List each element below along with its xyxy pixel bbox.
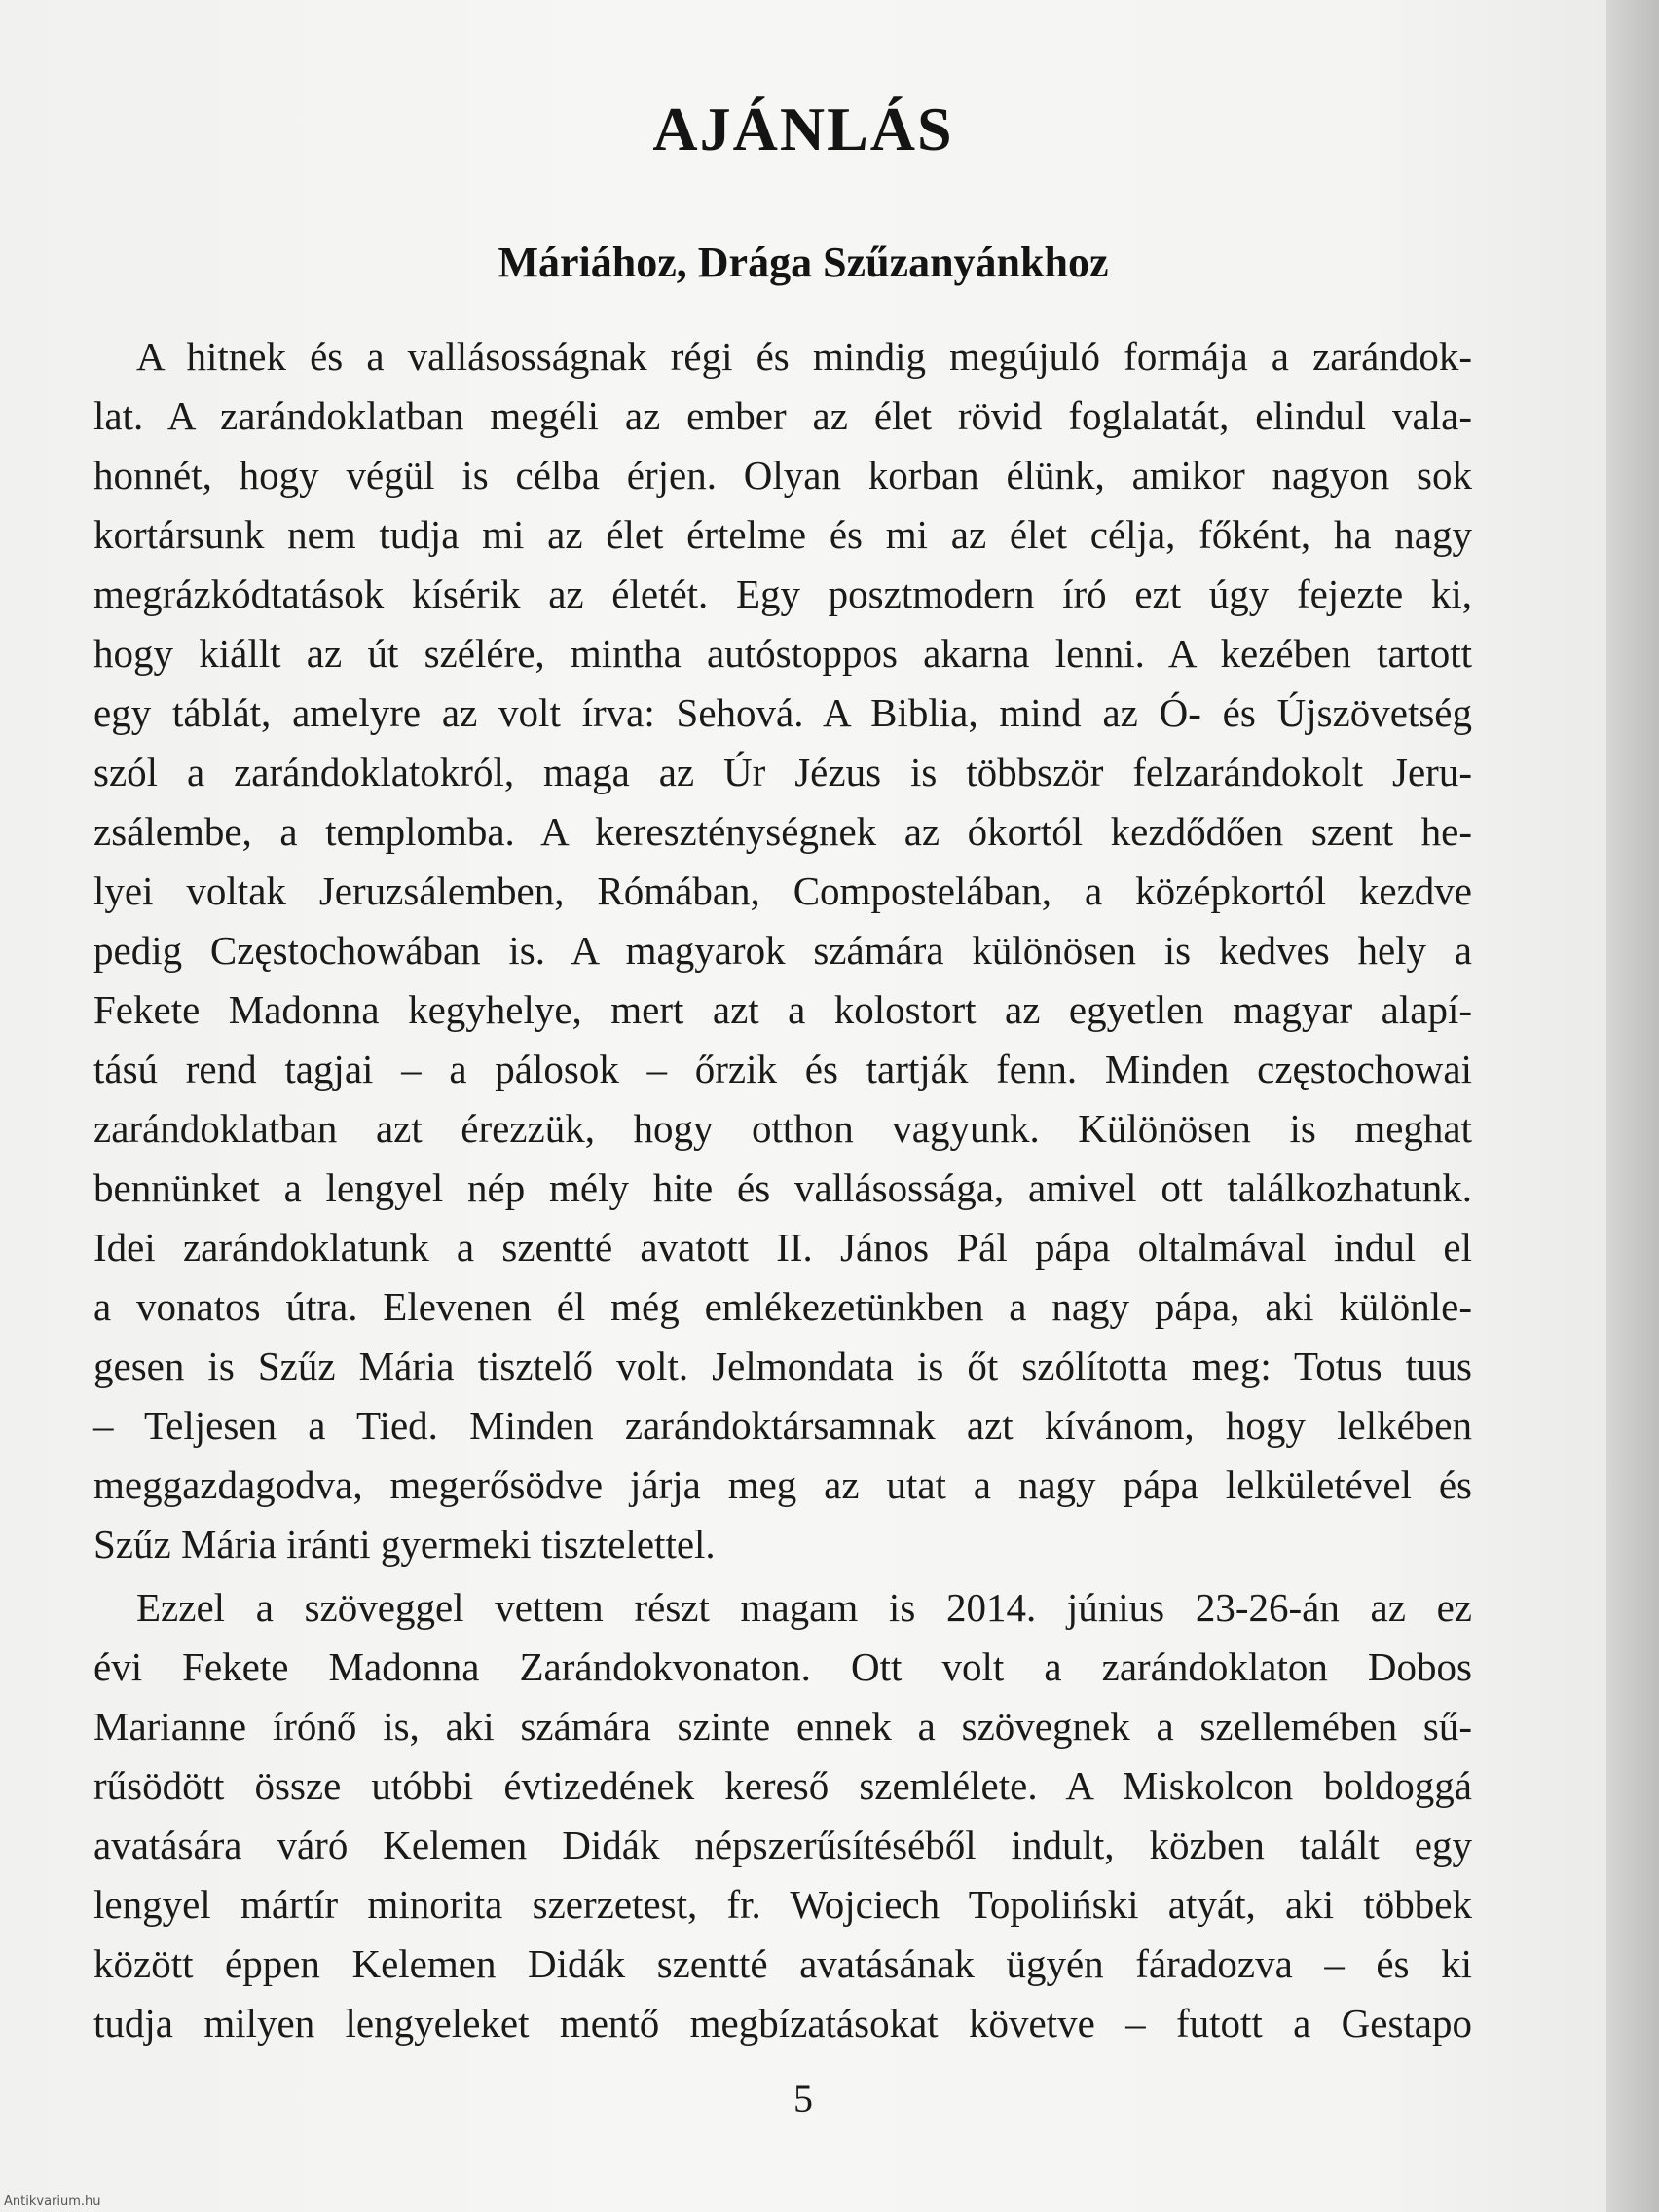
text-line: tudja milyen lengyeleket mentő megbízatásokat követve – futott a Gestapo bbox=[93, 2001, 1472, 2046]
text-line: között éppen Kelemen Didák szentté avatásának ügyén fáradozva – és ki bbox=[93, 1941, 1472, 1986]
text-line: – Teljesen a Tied. Minden zarándoktársamnak azt kívánom, hogy lelkében bbox=[93, 1403, 1472, 1448]
text-line: lat. A zarándoklatban megéli az ember az élet rövid foglalatát, elindul vala- bbox=[93, 393, 1472, 438]
text-line: bennünket a lengyel nép mély hite és vallásossága, amivel ott találkozhatunk. bbox=[93, 1165, 1472, 1210]
page-title: AJÁNLÁS bbox=[652, 94, 954, 164]
paragraph-2 bbox=[93, 1578, 1472, 2053]
text-line: avatására váró Kelemen Didák népszerűsítéséből indult, közben talált egy bbox=[93, 1823, 1472, 1867]
text-line: Ezzel a szöveggel vettem részt magam is 2014. június 23-26-án az ez bbox=[136, 1585, 1472, 1630]
text-line: gesen is Szűz Mária tisztelő volt. Jelmondata is őt szólította meg: Totus tuus bbox=[93, 1344, 1472, 1388]
text-line: lyei voltak Jeruzsálemben, Rómában, Compostelában, a középkortól kezdve bbox=[93, 868, 1472, 913]
text-line: megrázkódtatások kísérik az életét. Egy posztmodern író ezt úgy fejezte ki, bbox=[93, 571, 1472, 616]
text-line: Idei zarándoklatunk a szentté avatott II. János Pál pápa oltalmával indul el bbox=[93, 1225, 1472, 1270]
text-line: meggazdagodva, megerősödve járja meg az utat a nagy pápa lelkületével és bbox=[93, 1462, 1472, 1507]
text-line: a vonatos útra. Elevenen él még emlékezetünkben a nagy pápa, aki különle- bbox=[93, 1284, 1472, 1329]
text-line: zarándoklatban azt érezzük, hogy otthon vagyunk. Különösen is meghat bbox=[93, 1106, 1472, 1151]
text-line: tású rend tagjai – a pálosok – őrzik és tartják fenn. Minden częstochowai bbox=[93, 1047, 1472, 1091]
text-line: Marianne írónő is, aki számára szinte ennek a szövegnek a szellemében sű- bbox=[93, 1704, 1472, 1749]
text-line: kortársunk nem tudja mi az élet értelme és mi az élet célja, főként, ha nagy bbox=[93, 512, 1472, 557]
page-edge-shadow bbox=[1606, 0, 1659, 2212]
body-text bbox=[93, 327, 1472, 2053]
watermark: Antikvarium.hu bbox=[4, 2194, 101, 2209]
text-line: szól a zarándoklatokról, maga az Úr Jézus is többször felzarándokolt Jeru- bbox=[93, 750, 1472, 794]
text-line: A hitnek és a vallásosságnak régi és mindig megújuló formája a zarándok- bbox=[136, 334, 1472, 379]
page-number: 5 bbox=[793, 2077, 813, 2120]
text-line: lengyel mártír minorita szerzetest, fr. Wojciech Topoliński atyát, aki többek bbox=[93, 1882, 1472, 1927]
text-line: Szűz Mária iránti gyermeki tisztelettel. bbox=[93, 1522, 716, 1567]
text-line: honnét, hogy végül is célba érjen. Olyan korban élünk, amikor nagyon sok bbox=[93, 453, 1472, 498]
page-subtitle: Máriához, Drága Szűzanyánkhoz bbox=[498, 239, 1109, 286]
text-line: Fekete Madonna kegyhelye, mert azt a kolostort az egyetlen magyar alapí- bbox=[93, 987, 1472, 1032]
paragraph-1 bbox=[93, 327, 1472, 1574]
text-line: egy táblát, amelyre az volt írva: Sehová. A Biblia, mind az Ó- és Újszövetség bbox=[93, 690, 1472, 735]
text-line: pedig Częstochowában is. A magyarok számára különösen is kedves hely a bbox=[93, 928, 1472, 973]
text-line: évi Fekete Madonna Zarándokvonaton. Ott volt a zarándoklaton Dobos bbox=[93, 1644, 1472, 1689]
text-line: hogy kiállt az út szélére, mintha autóstoppos akarna lenni. A kezében tartott bbox=[93, 631, 1472, 676]
text-line: zsálembe, a templomba. A kereszténységnek az ókortól kezdődően szent he- bbox=[93, 809, 1472, 854]
text-line: rűsödött össze utóbbi évtizedének kereső szemlélete. A Miskolcon boldoggá bbox=[93, 1763, 1472, 1808]
